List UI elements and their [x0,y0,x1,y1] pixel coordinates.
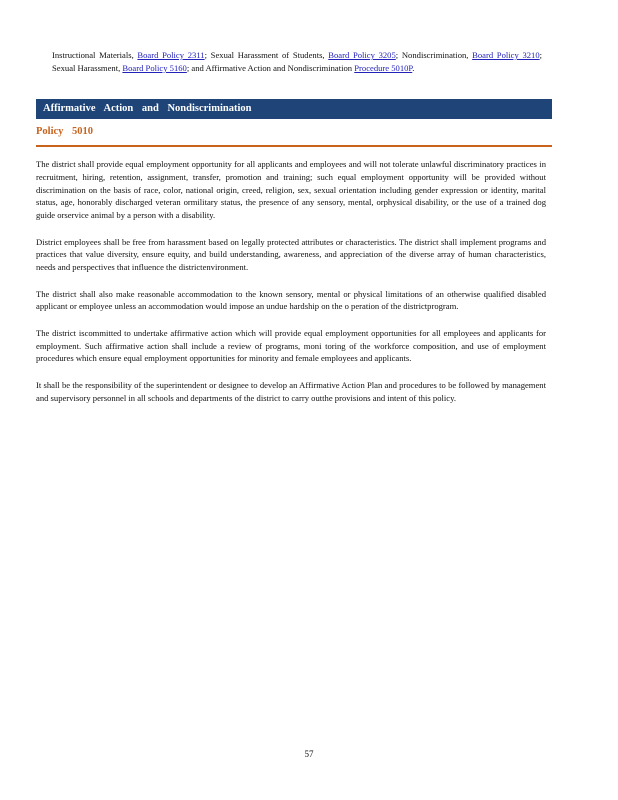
reference-text: ; and Affirmative Action and Nondiscrimination [186,63,355,73]
link-board-policy-3205[interactable]: Board Policy 3205 [328,50,396,60]
paragraph-affirmative-action: The district iscommitted to undertake affirmative action which will provide equal employment opportunities for all employees and applicants for employment. Such affirmative action shall include a review of programs, moni toring of the workforce composition, and use of employment procedures which ensure equal employment opportunities for minority and female employees and applicants. [36,327,546,364]
reference-text: ; Nondiscrimination, [395,50,473,60]
reference-text: Instructional Materials, [52,50,138,60]
link-procedure-5010p[interactable]: Procedure 5010P [354,63,413,73]
policy-divider [36,145,552,147]
link-board-policy-5160[interactable]: Board Policy 5160 [122,63,187,73]
reference-text: ; Sexual Harassment, [52,50,543,73]
link-board-policy-2311[interactable]: Board Policy 2311 [137,50,205,60]
policy-heading: Policy 5010 [36,126,94,137]
paragraph-harassment: District employees shall be free from harassment based on legally protected attributes or characteristics. The district shall implement programs and practices that value diversity, ensure equity, and build understanding, awareness, and appreciation of the diverse array of human characteristics, needs and perspectives that influence the districtenvironment. [36,236,546,273]
section-banner: Affirmative Action and Nondiscrimination [36,99,552,119]
cross-references [52,49,542,75]
reference-text: ; Sexual Harassment of Students, [204,50,329,60]
paragraph-responsibility: It shall be the responsibility of the superintendent or designee to develop an Affirmative Action Plan and procedures to be followed by management and supervisory personnel in all schools and departments of the district to carry outthe provisions and intent of this policy. [36,379,546,403]
page-number: 57 [304,749,314,759]
paragraph-equal-opportunity: The district shall provide equal employment opportunity for all applicants and employees and will not tolerate unlawful discriminatory practices in recruitment, hiring, retention, assignment, transfer, promotion and training; such equal employment opportunity will be provided without discrimination on the basis of race, color, national origin, creed, religion, sex, sexual orientation including gender expression or identity, marital status, age, honorably discharged veteran ormilitary status, the presence of any sensory, mental, orphysical disability, or the use of a trained dog guide orservice animal by a person with a disability. [36,159,546,221]
paragraph-accommodation: The district shall also make reasonable accommodation to the known sensory, mental or physical limitations of an otherwise qualified disabled applicant or employee unless an accommodation would impose an undue hardship on the o peration of the districtprogram. [36,288,546,312]
link-board-policy-3210[interactable]: Board Policy 3210 [472,50,540,60]
reference-text: . [412,63,415,73]
policy-body [36,158,546,418]
